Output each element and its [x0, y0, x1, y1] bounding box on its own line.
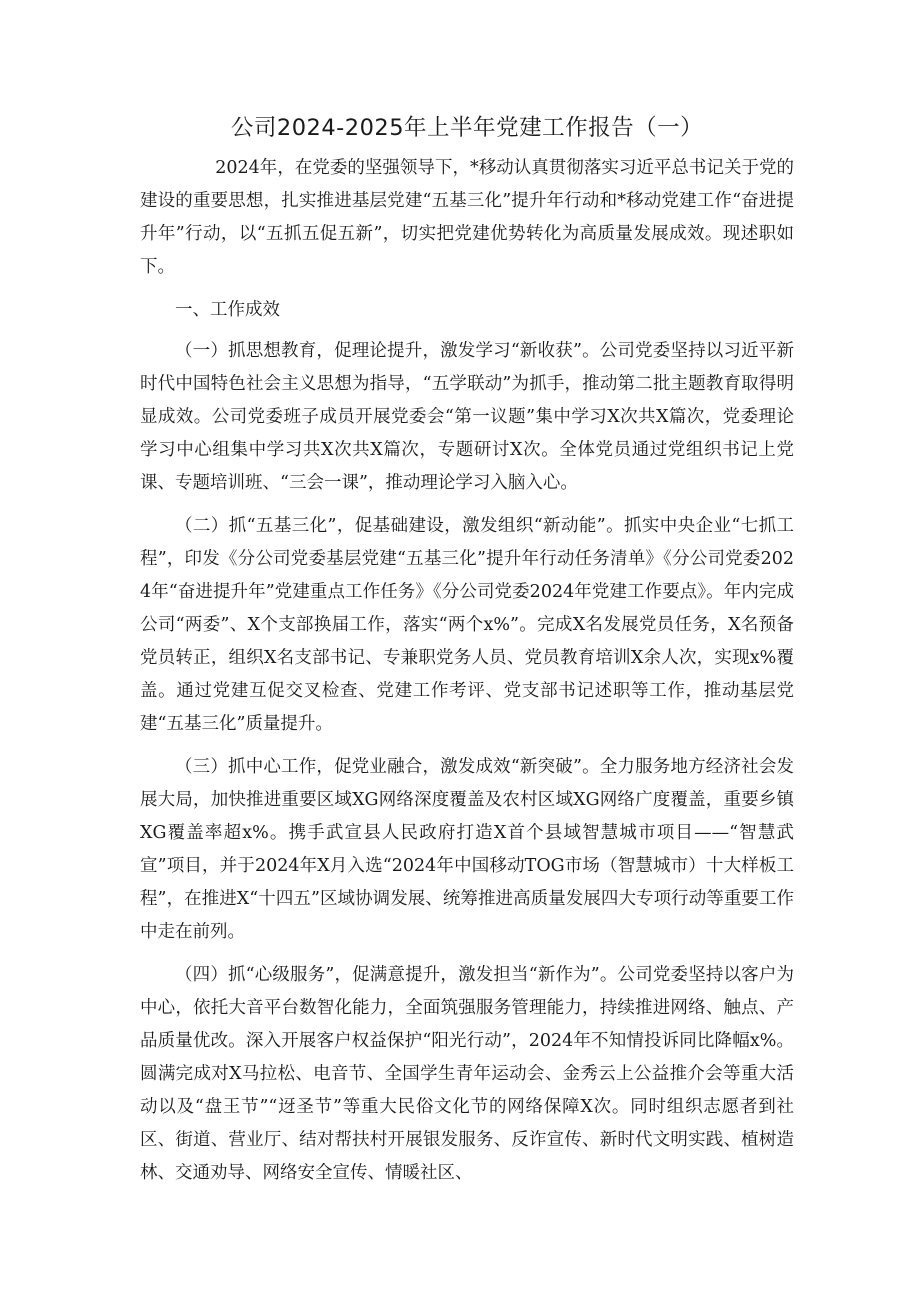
- paragraph-central-work: （三）抓中心工作，促党业融合，激发成效“新突破”。全力服务地方经济社会发展大局，加快推进重要区域XG网络深度覆盖及农村区域XG网络广度覆盖，重要乡镇XG覆盖率超x%。携手武宣县人民政府打造X首个县域智慧城市项目——“智慧武宣”项目，并于2024年X月入选“2024年中国移动TOG市场（智慧城市）十大样板工程”，在推进X“十四五”区域协调发展、统筹推进高质量发展四大专项行动等重要工作中走在前列。: [140, 757, 794, 942]
- document-title: 公司2024-2025年上半年党建工作报告（一）: [230, 115, 704, 141]
- paragraph-service: （四）抓“心级服务”，促满意提升，激发担当“新作为”。公司党委坚持以客户为中心，依托大音平台数智化能力，全面筑强服务管理能力，持续推进网络、触点、产品质量优改。深入开展客户权益保护“阳光行动”，2024年不知情投诉同比降幅x%。圆满完成对X马拉松、电音节、全国学生青年运动会、金秀云上公益推介会等重大活动以及“盘王节”“迓圣节”等重大民俗文化节的网络保障X次。同时组织志愿者到社区、街道、营业厅、结对帮扶村开展银发服务、反诈宣传、新时代文明实践、植树造林、交通劝导、网络安全宣传、情暖社区、: [140, 965, 794, 1183]
- intro-paragraph: 2024年，在党委的坚强领导下，*移动认真贯彻落实习近平总书记关于党的建设的重要思想，扎实推进基层党建“五基三化”提升年行动和*移动党建工作“奋进提升年”行动，以“五抓五促五新”，切实把党建优势转化为高质量发展成效。现述职如下。: [140, 158, 794, 277]
- section-heading-achievements: 一、工作成效: [175, 300, 280, 320]
- document-page: [140, 108, 794, 1200]
- paragraph-grassroots-building: （二）抓“五基三化”，促基础建设，激发组织“新动能”。抓实中央企业“七抓工程”，印发《分公司党委基层党建“五基三化”提升年行动任务清单》《分公司党委2024年“奋进提升年”党建重点工作任务》《分公司党委2024年党建工作要点》。年内完成公司“两委”、X个支部换届工作，落实“两个x%”。完成X名发展党员任务，X名预备党员转正，组织X名支部书记、专兼职党务人员、党员教育培训X余人次，实现x%覆盖。通过党建互促交叉检查、党建工作考评、党支部书记述职等工作，推动基层党建“五基三化”质量提升。: [140, 516, 794, 734]
- paragraph-ideological-education: （一）抓思想教育，促理论提升，激发学习“新收获”。公司党委坚持以习近平新时代中国特色社会主义思想为指导，“五学联动”为抓手，推动第二批主题教育取得明显成效。公司党委班子成员开展党委会“第一议题”集中学习X次共X篇次，党委理论学习中心组集中学习共X次共X篇次，专题研讨X次。全体党员通过党组织书记上党课、专题培训班、“三会一课”，推动理论学习入脑入心。: [140, 341, 794, 493]
